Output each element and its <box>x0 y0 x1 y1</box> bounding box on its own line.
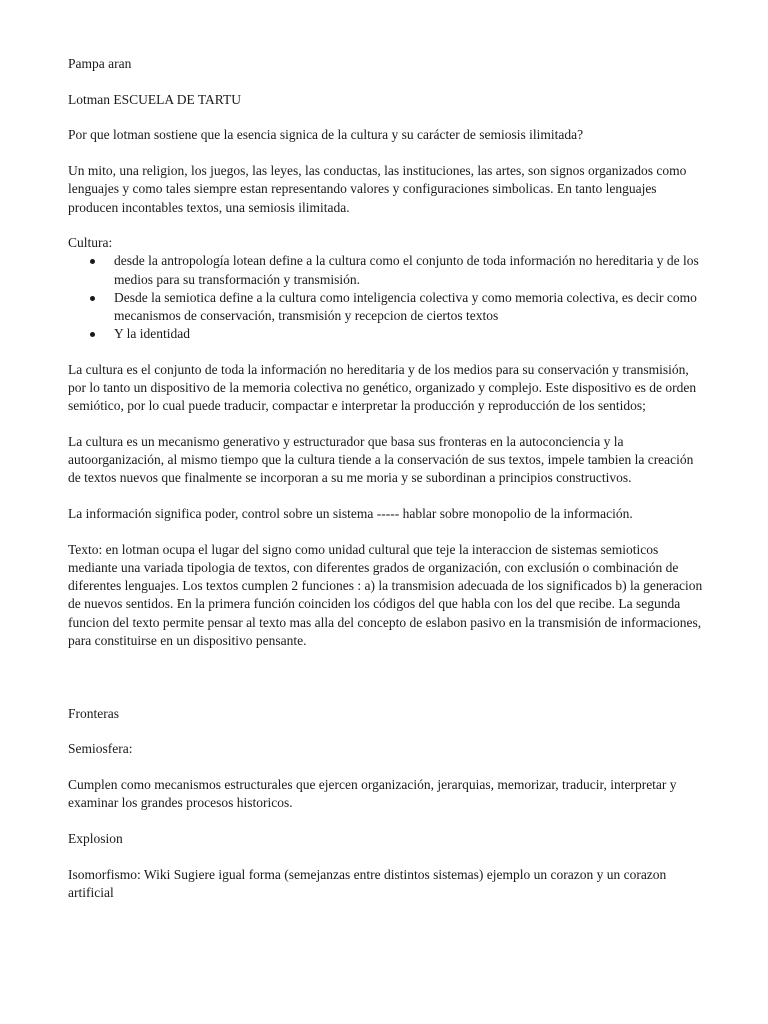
list-item-text: desde la antropología lotean define a la cultura como el conjunto de toda información no hereditaria y de los medios para su transformación y transmisión. <box>114 253 699 287</box>
intro-paragraph: Un mito, una religion, los juegos, las leyes, las conductas, las instituciones, las artes, son signos organizados como lenguajes y como tales siempre estan representando valores y configuraciones simbolicas. En tanto lenguajes producen incontables textos, una semiosis ilimitada. <box>68 163 687 215</box>
definition-paragraph: La cultura es el conjunto de toda la información no hereditaria y de los medios para su conservación y transmisión, por lo tanto un dispositivo de la memoria colectiva no genético, organizado y complejo. Este dispositivo es de orden semiótico, por lo cual puede traducir, compactar e interpretar la producción y reproducción de los sentidos; <box>68 361 697 414</box>
cultura-label: Cultura: <box>68 235 113 251</box>
author-line: Pampa aran <box>68 56 132 71</box>
list-item-text: Desde la semiotica define a la cultura como inteligencia colectiva y como memoria colectiva, es decir como mecanismos de conservación, transmisión y recepcion de ciertos textos <box>114 289 697 324</box>
fronteras-heading: Fronteras <box>68 705 119 721</box>
texto-paragraph: Texto: en lotman ocupa el lugar del signo como unidad cultural que teje la interaccion de sistemas semioticos mediante una variada tipologia de textos, con diferentes grados de organización, con exclusión o combinación de diferentes lenguajes. Los textos cumplen 2 funciones : a) la transmision adecuada de los significados b) la generacion de nuevos sentidos. En la primera función coinciden los códigos del que habla con los del que recibe. La segunda funcion del texto permite pensar al texto mas alla del concepto de eslabon pasivo en la transmisión de informaciones, para constituirse en un dispositivo pensante. <box>68 541 703 648</box>
explosion-heading: Explosion <box>68 830 123 846</box>
document-heading: Lotman ESCUELA DE TARTU <box>68 91 241 107</box>
question-paragraph: Por que lotman sostiene que la esencia signica de la cultura y su carácter de semiosis ilimitada? <box>68 127 584 143</box>
list-item <box>68 325 704 343</box>
isomorfismo-paragraph: Isomorfismo: Wiki Sugiere igual forma (semejanzas entre distintos sistemas) ejemplo un corazon y un corazon artificial <box>68 866 667 900</box>
semiosfera-paragraph: Cumplen como mecanismos estructurales que ejercen organización, jerarquias, memorizar, traducir, interpretar y examinar los grandes procesos historicos. <box>68 776 677 811</box>
list-item-text: Y la identidad <box>114 326 190 342</box>
bullet-icon <box>90 332 95 337</box>
mechanism-paragraph: La cultura es un mecanismo generativo y estructurador que basa sus fronteras en la autoconciencia y la autoorganización, al mismo tiempo que la cultura tiende a la conservación de sus textos, impele tambien la creación de textos nuevos que finalmente se incorporan a su me moria y se subordinan a principios constructivos. <box>68 434 694 486</box>
bullet-icon <box>90 259 95 264</box>
document-body <box>68 55 704 920</box>
cultura-section <box>68 234 704 343</box>
list-item <box>68 289 704 325</box>
information-paragraph: La información significa poder, control sobre un sistema ----- hablar sobre monopolio de la información. <box>68 506 633 522</box>
bullet-icon <box>90 296 95 301</box>
list-item <box>68 252 704 288</box>
cultura-bullet-list <box>68 252 704 343</box>
semiosfera-heading: Semiosfera: <box>68 741 133 757</box>
blank-gap <box>68 668 704 705</box>
